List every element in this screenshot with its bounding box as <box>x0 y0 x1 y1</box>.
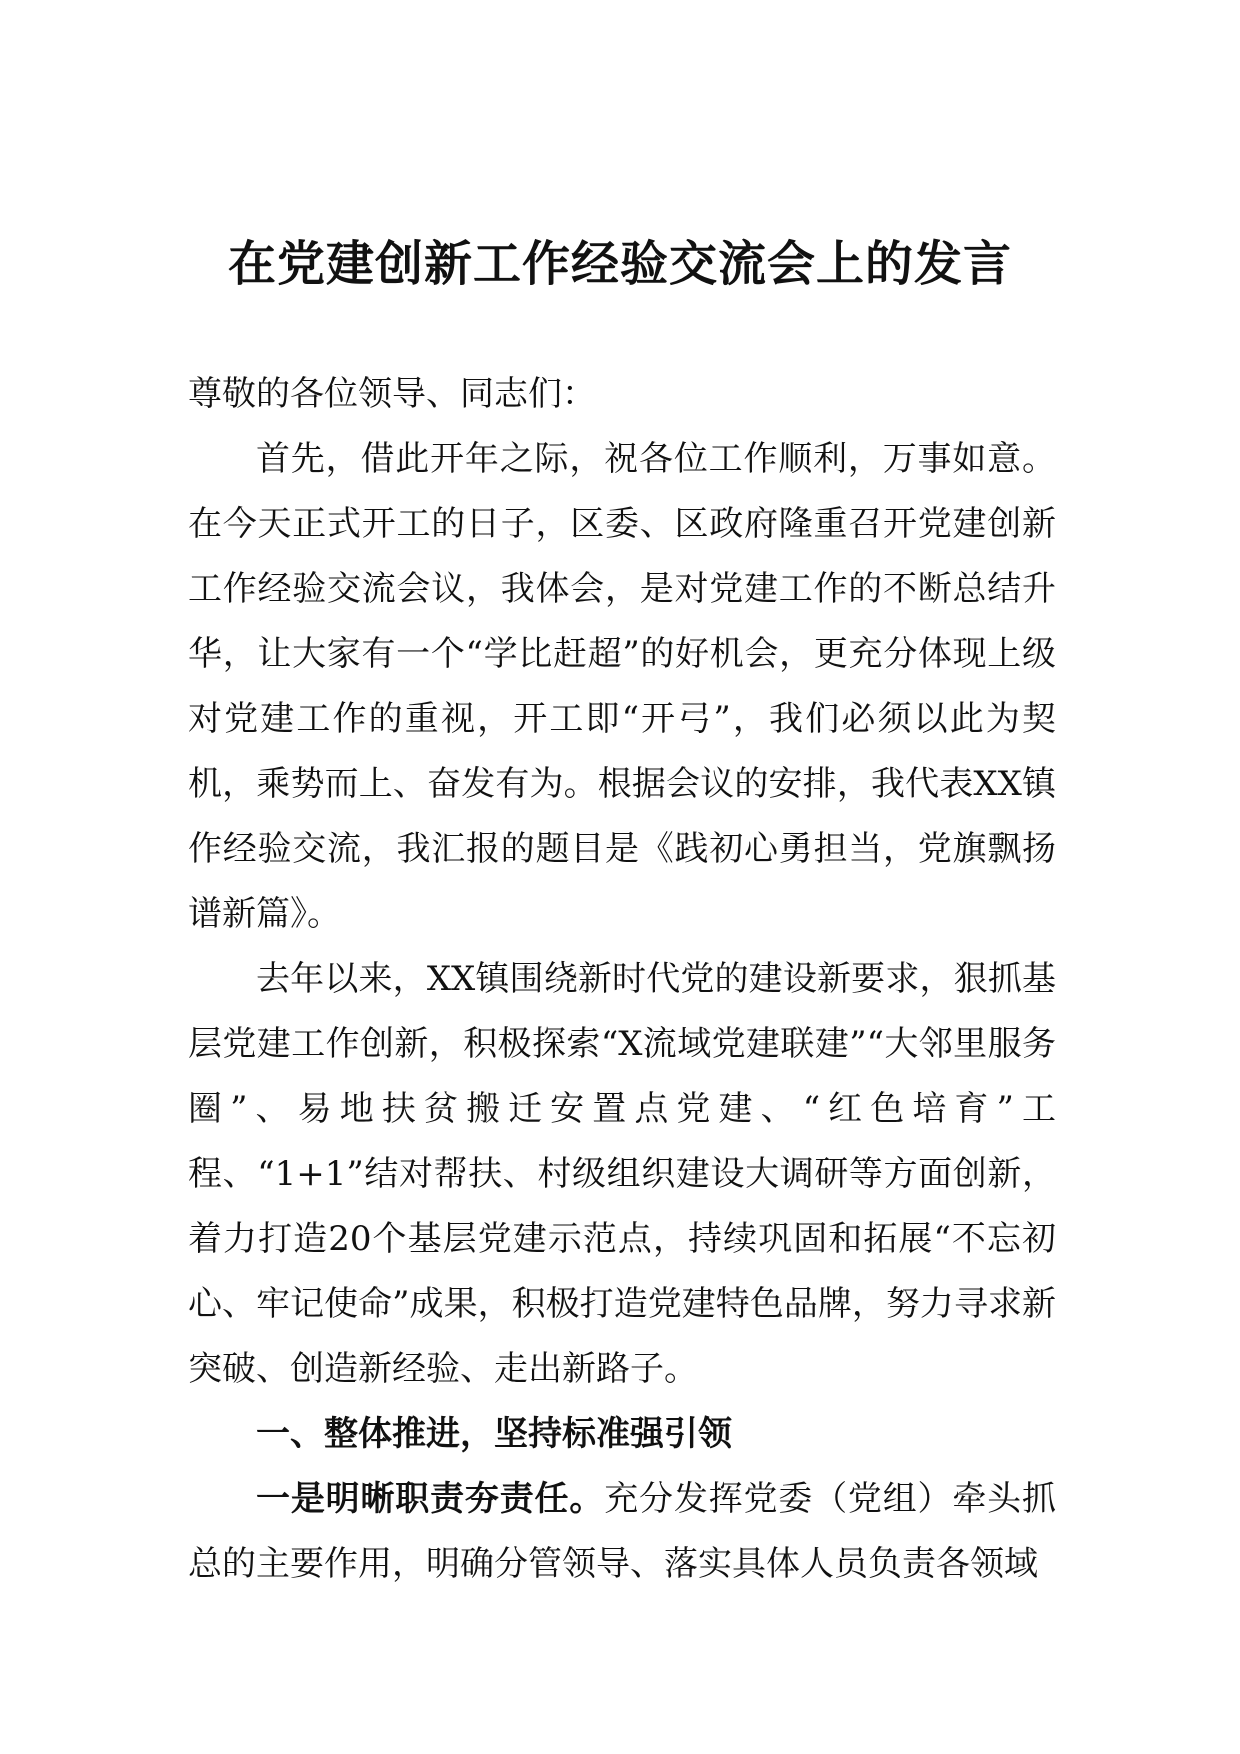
paragraph-overview: 去年以来，XX镇围绕新时代党的建设新要求，狠抓基层党建工作创新，积极探索“X流域党建联建”“大邻里服务圈”、易地扶贫搬迁安置点党建、“红色培育”工程、“1+1”结对帮扶、村级组织建设大调研等方面创新，着力打造20个基层党建示范点，持续巩固和拓展“不忘初心、牢记使命”成果，积极打造党建特色品牌，努力寻求新突破、创造新经验、走出新路子。 <box>188 959 1056 1389</box>
paragraph-item-1 <box>188 1467 1056 1597</box>
paragraph-opening: 首先，借此开年之际，祝各位工作顺利，万事如意。在今天正式开工的日子，区委、区政府隆重召开党建创新工作经验交流会议，我体会，是对党建工作的不断总结升华，让大家有一个“学比赶超”的好机会，更充分体现上级对党建工作的重视，开工即“开弓”，我们必须以此为契机，乘势而上、奋发有为。根据会议的安排，我代表XX镇作经验交流，我汇报的题目是《践初心勇担当，党旗飘扬谱新篇》。 <box>188 439 1056 934</box>
item-text: 充分发挥党委（党组）牵头抓总的主要作用，明确分管领导、落实具体人员负责各领域 <box>188 1479 1057 1584</box>
salutation: 尊敬的各位领导、同志们： <box>188 374 596 414</box>
item-lead: 一是明晰职责夯责任。 <box>256 1479 605 1519</box>
document-title: 在党建创新工作经验交流会上的发言 <box>227 236 1012 292</box>
document-body <box>188 362 1056 1597</box>
section-heading: 一、整体推进，坚持标准强引领 <box>256 1414 732 1454</box>
